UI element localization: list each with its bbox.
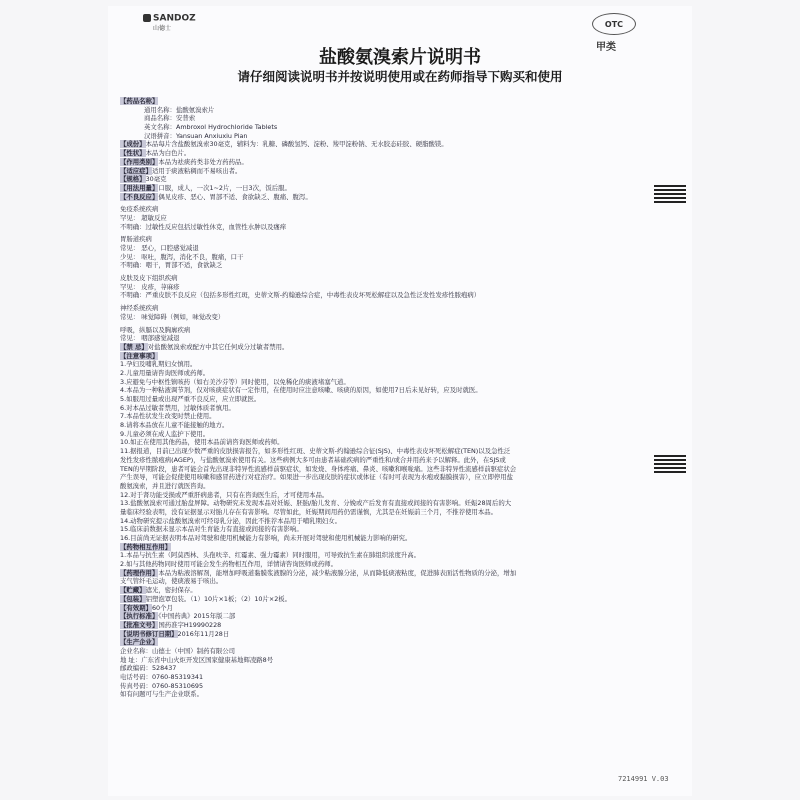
leaflet-line [120, 456, 680, 465]
section-label: 【药理作用】 [120, 568, 159, 577]
leaflet-line [120, 447, 680, 456]
section-label: 【作用类别】 [120, 157, 159, 166]
line-text: 不明确：严重皮肤不良反应（包括多形性红斑，史蒂文斯-约翰逊综合症，中毒性表皮坏死松解症以及急性泛发性发疹性脓疱病） [120, 291, 481, 300]
barcode-mark-bottom [654, 455, 686, 475]
line-text: 地 址：广东省中山火炬开发区国家健康基地辉凌路8号 [120, 655, 274, 664]
leaflet-line [120, 283, 680, 292]
line-text: 2016年11月28日 [177, 629, 230, 638]
line-text: 传真号码：0760-85310695 [120, 681, 204, 690]
leaflet-line [120, 664, 680, 673]
leaflet-line [120, 274, 680, 283]
section-label: 【贮藏】 [120, 586, 146, 595]
leaflet-line [120, 167, 680, 176]
document-title: 盐酸氨溴索片说明书 [319, 47, 481, 68]
leaflet-line [120, 193, 680, 202]
leaflet-line [120, 175, 680, 184]
line-text: 5.如服用过量或出现严重不良反应，应立即就医。 [120, 395, 261, 403]
leaflet-line [120, 184, 680, 193]
line-text: 企业名称：山德士（中国）制药有限公司 [120, 646, 236, 655]
leaflet-line [120, 621, 680, 630]
line-text: 常见： 恶心，口腔感觉减退 [120, 244, 199, 252]
line-text: 15.临床前数据未显示本品对生育能力有直接或间接的有害影响。 [120, 525, 303, 534]
leaflet-line [120, 261, 680, 270]
line-text: 呼吸，纵膈以及胸廓疾病 [120, 325, 191, 334]
leaflet-line [120, 97, 680, 106]
section-label: 【说明书修订日期】 [120, 629, 178, 638]
section-label: 【成份】 [120, 140, 146, 149]
leaflet-line [120, 404, 680, 413]
leaflet-line [120, 378, 680, 387]
line-text: 本品为祛痰药类非处方药药品。 [158, 157, 248, 166]
brand-name: SANDOZ [153, 13, 196, 24]
brand-logo [143, 14, 196, 33]
leaflet-line [120, 595, 680, 604]
line-text: 12.对于肾功能受损或严重肝病患者，只有在咨询医生后，才可使用本品。 [120, 490, 329, 499]
leaflet-line [120, 690, 680, 699]
line-text: 9.儿童必须在成人监护下使用。 [120, 429, 210, 438]
line-text: 皮肤及皮下组织疾病 [120, 274, 178, 283]
line-text: 1.本品与抗生素（阿莫西林、头孢呋辛、红霉素、强力霉素）同时服用，可导致抗生素在肺组织浓度升高。 [120, 551, 421, 560]
line-text: 罕见： 超敏反应 [120, 213, 167, 222]
leaflet-line [120, 543, 680, 552]
leaflet-line [120, 473, 680, 482]
line-text: 本品每片含盐酸氨溴索30毫克，辅料为：乳糖、磷酸氢钙、淀粉、羧甲淀粉钠、无水胶态硅胶、硬脂酸镁。 [145, 140, 448, 149]
line-text: 罕见： 皮疹，荨麻疹 [120, 282, 180, 291]
line-text: 不明确：咽干，胃部不适，食欲缺乏 [120, 261, 223, 270]
line-text: 14.动物研究提示盐酸氨溴索可经母乳分泌，因此不推荐本品用于哺乳期妇女。 [120, 516, 342, 525]
line-text: 通用名称：盐酸氨溴索片 [144, 105, 215, 114]
leaflet-line [120, 517, 680, 526]
line-text: 支气管纤毛运动，使痰液易于咳出。 [120, 577, 223, 586]
leaflet-line [120, 586, 680, 595]
line-text: 偶见皮疹、恶心、胃部不适、食欲缺乏、腹痛、腹泻。 [158, 192, 312, 201]
line-text: 神经系统疾病 [120, 304, 159, 313]
leaflet-line [120, 638, 680, 647]
line-text: 16.目前尚无证据表明本品对驾驶和使用机械能力有影响，尚未开展对驾驶和使用机械能力影响的研究。 [120, 534, 412, 542]
leaflet-line [120, 412, 680, 421]
leaflet-line [120, 577, 680, 586]
section-label: 【执行标准】 [120, 612, 159, 621]
leaflet-line [120, 106, 680, 115]
section-label: 【用法用量】 [120, 183, 159, 192]
leaflet-line [120, 386, 680, 395]
brand-name-cn: 山德士 [153, 24, 172, 32]
leaflet-line [120, 291, 680, 300]
leaflet-body [120, 97, 680, 699]
line-text: 10.如正在使用其他药品，使用本品前请咨询医师或药师。 [120, 438, 284, 447]
line-text: 13.盐酸氨溴索可通过胎盘屏障。动物研究未发现本品对妊娠、胚胎/胎儿发育、分娩或产后发育有直接或间接的有害影响。妊娠28周后的大 [120, 499, 512, 508]
line-text: 《中国药典》2015年版二部 [158, 612, 236, 621]
barcode-mark-top [654, 185, 686, 205]
leaflet-line [120, 525, 680, 534]
line-text: TEN的早期阶段，患者可能会首先出现非特异性流感样前驱症状，如发烧、身体疼痛、鼻炎、咳嗽和喉咙痛。这些非特异性流感样前驱症状会 [120, 464, 517, 473]
leaflet-line [120, 326, 680, 335]
leaflet-line [120, 123, 680, 132]
line-text: 1.孕妇及哺乳期妇女慎用。 [120, 360, 197, 369]
line-text: 产生误导，可能会促使使用咳嗽和感冒药进行对症治疗。如果进一步出现皮肤的症状或体征（有时可表现为水疱或黏膜损害），应立即停用盐 [120, 473, 514, 482]
leaflet-line [120, 656, 680, 665]
leaflet-line [120, 569, 680, 578]
line-text: 适用于痰液粘稠而不易咳出者。 [151, 166, 242, 175]
leaflet-line [120, 421, 680, 430]
line-text: 不明确：过敏性反应包括过敏性休克，血管性水肿以及瘙痒 [120, 222, 287, 231]
sandoz-logo-icon [143, 14, 151, 22]
line-text: 7.本品性状发生改变时禁止使用。 [120, 412, 216, 421]
line-text: 2.如与其他药物同时使用可能会发生药物相互作用，详情请咨询医师或药师。 [120, 560, 337, 569]
line-text: 口服，成人，一次1~2片，一日3次，饭后服。 [158, 183, 291, 192]
leaflet-line [120, 491, 680, 500]
line-text: 汉语拼音：Yansuan Anxiuxiu Pian [144, 131, 248, 140]
line-text: 少见： 呕吐，腹泻，消化不良，腹痛，口干 [120, 252, 244, 261]
leaflet-line [120, 352, 680, 361]
leaflet-line [120, 253, 680, 262]
line-text: 商品名称：安普索 [144, 114, 196, 123]
section-label: 【适应症】 [120, 166, 152, 175]
leaflet-line [120, 534, 680, 543]
line-text: 30毫克 [145, 175, 167, 184]
section-label: 【包装】 [120, 594, 146, 603]
line-text: 发性发疹性脓疱病(AGEP)，与盐酸氨溴索使用有关。这些病例大多可由患者基础疾病的严重性和/或合并用药来予以解释。此外，在SJS或 [120, 455, 506, 464]
line-text: 8.请将本品放在儿童不能接触的地方。 [120, 421, 229, 430]
line-text: 酸氨溴索，并且进行就医咨询。 [120, 481, 210, 490]
leaflet-line [120, 560, 680, 569]
section-label: 【药物相互作用】 [120, 542, 172, 551]
line-text: 胃肠道疾病 [120, 235, 152, 244]
section-label: 【注意事项】 [120, 351, 159, 360]
leaflet-line [120, 158, 680, 167]
line-text: 3.应避免与中枢性镇咳药（如右美沙芬等）同时使用，以免稀化的痰液堵塞气道。 [120, 377, 350, 386]
line-text: 常见： 味觉障碍（例如，味觉改变） [120, 312, 225, 321]
line-text: 铝塑泡罩包装。（1）10片×1板；（2）10片×2板。 [145, 594, 292, 603]
leaflet-line [120, 360, 680, 369]
line-text: 4.本品为一种粘液调节剂，仅对咳痰症状有一定作用，在使用时应注意咳嗽、咳痰的原因，如使用7日后未见好转，应及时就医。 [120, 386, 482, 395]
leaflet-line [120, 508, 680, 517]
leaflet-line [120, 205, 680, 214]
section-label: 【不良反应】 [120, 192, 159, 201]
line-text: 对盐酸氨溴索或配方中其它任何成分过敏者禁用。 [147, 342, 289, 351]
line-text: 11.据报道，目前已出现少数严重的皮肤损害报告，如多形性红斑、史蒂文斯-约翰逊综合征(SJS)、中毒性表皮坏死松解症(TEN)以及急性泛 [120, 447, 511, 456]
leaflet-line [120, 482, 680, 491]
leaflet-line [120, 430, 680, 439]
line-text: 2.儿童用量请咨询医师或药师。 [120, 368, 210, 377]
line-text: 遮光，密封保存。 [145, 586, 197, 595]
version-code: 7214991 V.03 [618, 775, 669, 783]
line-text: 60个月 [151, 603, 173, 612]
otc-badge: OTC [592, 13, 636, 35]
leaflet-line [120, 140, 680, 149]
line-text: 国药准字H19990228 [158, 620, 222, 629]
leaflet-line [120, 369, 680, 378]
section-label: 【有效期】 [120, 603, 152, 612]
leaflet-line [120, 132, 680, 141]
leaflet-line [120, 438, 680, 447]
line-text: 英文名称：Ambroxol Hydrochloride Tablets [144, 123, 278, 132]
line-text: 电话号码：0760-85319341 [120, 673, 204, 681]
leaflet-line [120, 304, 680, 313]
line-text: 免疫系统疾病 [120, 205, 159, 214]
section-label: 【性状】 [120, 149, 146, 158]
section-label: 【药品名称】 [120, 97, 159, 105]
line-text: 本品为粘液溶解剂，能增加呼吸道黏膜浆液腺的分泌，减少粘液腺分泌，从而降低痰液粘度，促进肺表面活性物质的分泌，增加 [158, 568, 517, 577]
leaflet-line [120, 604, 680, 613]
leaflet-line [120, 114, 680, 123]
leaflet-line [120, 223, 680, 232]
line-text: 如有问题可与生产企业联系。 [120, 690, 204, 699]
leaflet-line [120, 630, 680, 639]
leaflet-line [120, 214, 680, 223]
leaflet-line [120, 551, 680, 560]
section-label: 【禁 忌】 [120, 342, 148, 351]
line-text: 本品为白色片。 [145, 149, 191, 158]
otc-class: 甲类 [596, 42, 616, 53]
section-label: 【生产企业】 [120, 638, 159, 647]
section-label: 【批准文号】 [120, 620, 159, 629]
leaflet-line [120, 612, 680, 621]
line-text: 量临床经验表明，没有证据显示对胎儿存在有害影响。尽管如此，妊娠期间用药仍需谨慎，尤其是在妊娠前三个月，不推荐使用本品。 [120, 507, 498, 516]
leaflet-line [120, 343, 680, 352]
document-subtitle: 请仔细阅读说明书并按说明使用或在药师指导下购买和使用 [237, 69, 563, 84]
leaflet-line [120, 334, 680, 343]
leaflet-line [120, 149, 680, 158]
leaflet-line [120, 395, 680, 404]
leaflet-line [120, 647, 680, 656]
leaflet-line [120, 499, 680, 508]
leaflet-line [120, 465, 680, 474]
leaflet-line [120, 235, 680, 244]
leaflet-line [120, 682, 680, 691]
line-text: 邮政编码：528437 [120, 664, 177, 673]
line-text: 6.对本品过敏者禁用，过敏体质者慎用。 [120, 403, 235, 412]
line-text: 常见： 咽部感觉减退 [120, 334, 180, 343]
section-label: 【规格】 [120, 175, 146, 184]
leaflet-line [120, 673, 680, 682]
leaflet-line [120, 313, 680, 322]
leaflet-line [120, 244, 680, 253]
